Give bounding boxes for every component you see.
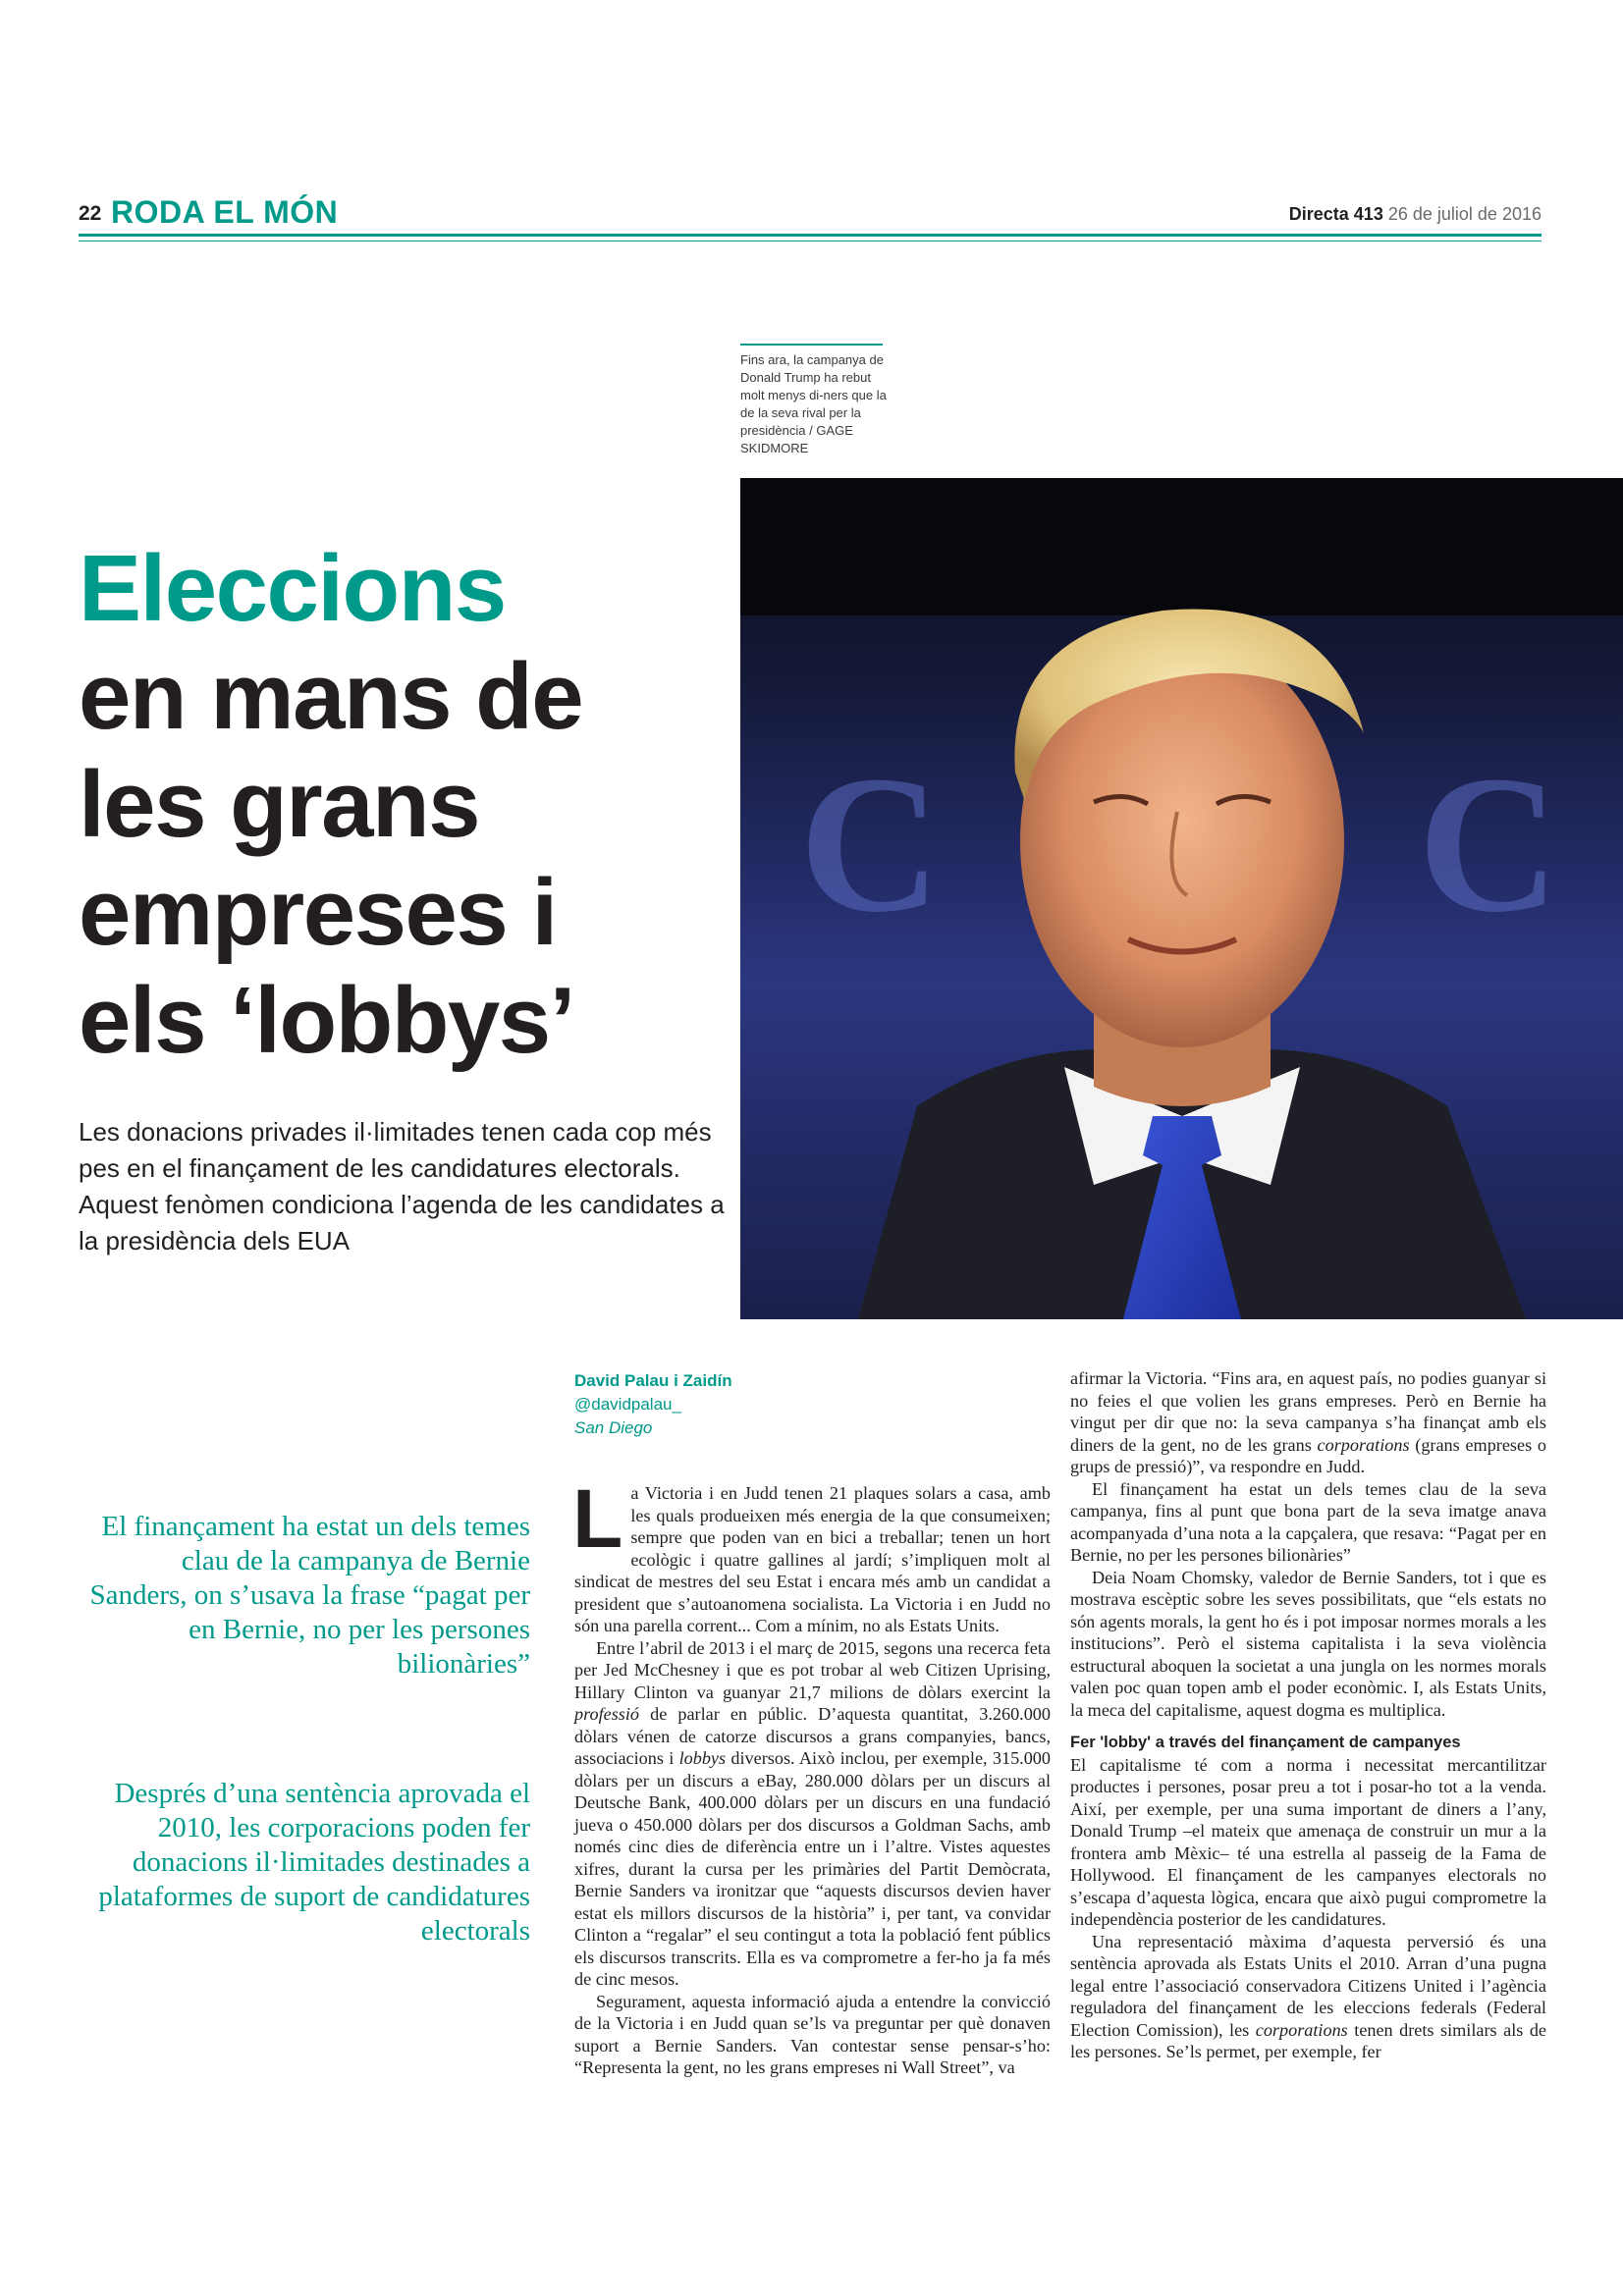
body-column-2	[1070, 1367, 1546, 2063]
caption-rule	[740, 344, 883, 346]
standfirst: Les donacions privades il·limitades tenen cada cop més pes en el finançament de les candidatures electorals. Aquest fenòmen condiciona l’agenda de les candidates a la presidència dels EUA	[79, 1117, 725, 1255]
headline-line: els ‘lobbys’	[79, 968, 574, 1073]
paragraph-text: diversos. Això inclou, per exemple, 315.000 dòlars per un discurs a eBay, 280.000 dòlars per un discurs al Deutsche Bank, 400.000 dòlars per un discurs en una fundació jueva o 450.000 dòlars per dos discursos a Goldman Sachs, amb només cinc dies de diferència entre un i l’altre. Vistes aquestes xifres, durant la cursa per les primàries del Partit Demòcrata, Bernie Sanders va ironitzar que “aquests discursos devien haver estat els millors discursos de la història” i, per tant, va convidar Clinton a “regalar” el seu contingut a tota la població fent públics els discursos transcrits. Ella es va comprometre a fer-ho ja fa més de cinc mesos.	[574, 1748, 1051, 1989]
issue-info	[1289, 204, 1542, 225]
paragraph-text: de parlar en públic. D’aquesta quantitat, 3.260.000 dòlars vénen de catorze discursos a grans companyies, bancs, associacions i	[574, 1704, 1051, 1768]
section-title: RODA EL MÓN	[111, 194, 339, 230]
pull-quote: El finançament ha estat un dels temes clau de la campanya de Bernie Sanders, on s’usava la frase “pagat per en Bernie, no per les persones bilionàries”	[89, 1511, 530, 1680]
portrait-photo	[740, 478, 1623, 1319]
paragraph-text: Entre l’abril de 2013 i el març de 2015, segons una recerca feta per Jed McChesney i que es pot trobar al web Citizen Uprising, Hillary Clinton va guanyar 21,7 milions de dòlars exercint la	[574, 1637, 1051, 1702]
paragraph-text: tenen drets similars als de les persones. Se’ls permet, per exemple, fer	[1070, 2019, 1546, 2061]
svg-text:C: C	[1418, 736, 1560, 953]
header-rule-thin	[79, 240, 1542, 241]
drop-cap: L	[572, 1472, 623, 1565]
headline-line: les grans	[79, 752, 480, 857]
byline	[574, 1369, 1065, 1440]
dateline-place: San Diego	[574, 1418, 653, 1437]
header-rule-thick	[79, 234, 1542, 237]
author-name: David Palau i Zaidín	[574, 1371, 732, 1390]
paragraph-text: (grans empreses o grups de pressió)”, va respondre en Judd.	[1070, 1434, 1546, 1476]
body-paragraph: El finançament ha estat un dels temes clau de la seva campanya, fins al punt que bona part de la seva imatge anava acompanyada d’una nota a la capçalera, que resava: “Pagat per en Bernie, no per les persones bilionàries”	[1070, 1478, 1546, 1565]
svg-text:C: C	[799, 736, 942, 953]
body-column-1	[572, 1472, 1051, 2079]
page-header	[79, 196, 1542, 232]
body-paragraph	[1070, 1367, 1546, 1478]
subheading: Fer 'lobby' a través del finançament de campanyes	[1070, 1734, 1461, 1751]
paragraph-text: Una representació màxima d’aquesta perversió és una sentència aprovada als Estats Units el 2010. Arran d’una pugna legal entre l’associació conservadora Citizens United i l’agència reguladora del finançament de les eleccions federals (Federal Election Comission), les	[1070, 1931, 1546, 2040]
body-paragraph: Deia Noam Chomsky, valedor de Bernie Sanders, tot i que es mostrava escèptic sobre les seves possibilitats, que “els estats no són agents morals, la gent ho és i pot imposar normes morals a les institucions”. Però el sistema capitalista i la seva violència estructural aboquen la societat a una jungla on les normes morals valen poc quan topen amb el poder econòmic. I, als Estats Units, la meca del capitalisme, aquest dogma es multiplica.	[1070, 1567, 1546, 1720]
italic-term: corporations	[1255, 2019, 1348, 2040]
publication-name: Directa 413	[1288, 204, 1383, 224]
body-paragraph	[1070, 1931, 1546, 2063]
italic-term: lobbys	[678, 1748, 727, 1768]
italic-term: corporations	[1317, 1434, 1410, 1455]
body-paragraph	[572, 1472, 1051, 1637]
photo-caption: Fins ara, la campanya de Donald Trump ha rebut molt menys di-ners que la de la seva rival per la presidència / GAGE SKIDMORE	[740, 352, 887, 455]
italic-term: professió	[574, 1704, 640, 1724]
author-handle: @davidpalau_	[574, 1395, 681, 1414]
body-paragraph: El capitalisme té com a norma i necessitat mercantilitzar productes i persones, posar preu a tot i posar-ho tot a la venda. Així, per exemple, per una suma important de diners a l’any, Donald Trump –el mateix que amenaça de construir un mur a la frontera amb Mèxic– té una estrella al passeig de la Fama de Hollywood. El finançament de les campanyes electorals no s’escapa d’aquesta lògica, encara que això pugui comprometre la independència posterior de les candidatures.	[1070, 1754, 1546, 1929]
headline-line: empreses i	[79, 860, 557, 965]
body-paragraph: Segurament, aquesta informació ajuda a entendre la convicció de la Victoria i en Judd quan se’ls va preguntar per què donaven suport a Bernie Sanders. Van contestar sense pensar-s’ho: “Representa la gent, no les grans empreses ni Wall Street”, va	[574, 1991, 1051, 2077]
paragraph-text: afirmar la Victoria. “Fins ara, en aquest país, no podies guanyar si no feies el que volien les grans empreses. Però en Bernie ha vingut per dir que no: la seva campanya s’ha finançat amb els diners de la gent, no de les grans	[1070, 1368, 1546, 1455]
headline-line: en mans de	[79, 644, 583, 749]
paragraph-text: a Victoria i en Judd tenen 21 plaques solars a casa, amb les quals produeixen més energia de la que consumeixen; sempre que poden van en bici a treballar; tenen un hort ecològic i quatre gallines al jardí; s’impliquen molt al sindicat de mestres del seu Estat i encara més amb un candidat a president que s’autoanomena socialista. La Victoria i en Judd no són una parella corrent... Com a mínim, no als Estats Units.	[574, 1483, 1051, 1635]
pull-quote: Després d’una sentència aprovada el 2010, les corporacions poden fer donacions il·limitades destinades a plataformes de suport de candidatures electorals	[98, 1778, 530, 1947]
body-paragraph	[574, 1637, 1051, 1991]
headline	[79, 535, 727, 1075]
issue-date: 26 de juliol de 2016	[1387, 204, 1542, 224]
headline-line: Eleccions	[79, 536, 506, 641]
page-number: 22	[79, 202, 102, 225]
